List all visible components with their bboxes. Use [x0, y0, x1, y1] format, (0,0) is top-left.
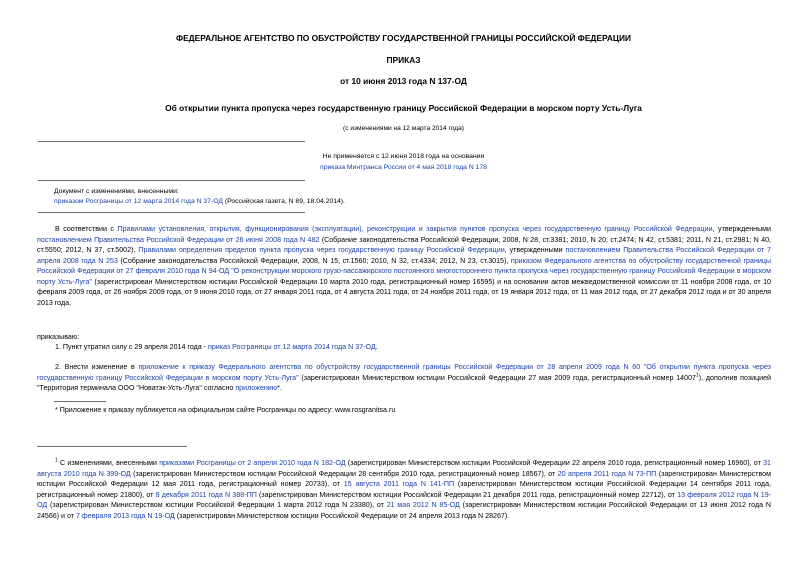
preamble-paragraph: [37, 224, 771, 308]
doc-link[interactable]: 21 мая 2012 N 85-ОД: [386, 501, 460, 509]
item-1-link[interactable]: приказ Росграницы от 12 марта 2014 года N 37-ОД: [208, 343, 376, 351]
text-run: (зарегистрирован Министерством юстиции Российской Федерации от 24 апреля 2013 года N 28267).: [174, 511, 510, 520]
text-run: (Собрание законодательства Российской Федерации, 2008, N 15, ст.1560; 2010, N 32, ст.4334; 2012, N 23, ст.3015),: [117, 256, 511, 265]
doc-link[interactable]: 20 апреля 2011 года N 73-ПП: [557, 469, 657, 478]
footnote-1: [37, 458, 771, 521]
text-run: (зарегистрирован Министерством юстиции Российской Федерации 14 сентября 2011 года, регистрационный номер 21800), от: [37, 480, 771, 499]
text-run: , утвержденными: [712, 225, 772, 233]
doc-link[interactable]: постановлением Правительства Российской Федерации от 7 апреля 2008 года N 253: [37, 246, 772, 265]
changes-label: Документ с изменениями, внесенными:: [54, 188, 179, 195]
status-link[interactable]: приказа Минтранса России от 4 мая 2018 года N 178: [320, 164, 487, 171]
text-run: (зарегистрирован Министерством юстиции Российской Федерации 12 мая 2011 года, регистрационный номер 20733), от: [37, 469, 771, 488]
changes-line: [54, 197, 345, 208]
divider: [38, 180, 305, 181]
changes-tail: (Российская газета, N 89, 18.04.2014).: [222, 198, 345, 205]
doc-link[interactable]: приказами Росграницы от 2 апреля 2010 года N 182-ОД: [159, 459, 346, 467]
text-run: (зарегистрирован Министерством юстиции Российской Федерации 27 мая 2009 года, регистрационный номер 14007: [298, 373, 696, 382]
text-run: В соответствии с: [55, 225, 118, 233]
text-run: (зарегистрирован Министерством юстиции Российской Федерации 28 сентября 2010 года, регистрационный номер 18567), от: [130, 469, 558, 478]
item-1-text: 1. Пункт утратил силу с 29 апреля 2014 года -: [55, 343, 209, 351]
text-run: С изменениями, внесенными: [57, 459, 160, 467]
doc-link[interactable]: Правилами установления, открытия, функционирования (эксплуатации), реконструкции и закрытия пунктов пропуска через государственную границу Российской Федерации: [117, 225, 713, 233]
doc-link[interactable]: приложению: [235, 384, 278, 392]
changes-link[interactable]: приказом Росграницы от 12 марта 2014 года N 37-ОД: [54, 198, 223, 205]
item-2-paragraph: [37, 362, 771, 394]
doc-link[interactable]: приложение к приказу Федерального агентства по обустройству государственной границы Российской Федерации от 28 апреля 2009 года N 60 "Об открытии пункта пропуска через государственную границу Российской Федерации в морском порту Усть-Луга": [37, 363, 771, 382]
doc-link[interactable]: 31 августа 2010 года N 399-ОД: [37, 459, 771, 478]
text-run: 2. Внести изменение в: [55, 363, 139, 371]
text-run: ), дополнив позицией "Территория терминала ООО "Новатэк-Усть-Луга" согласно: [37, 373, 772, 392]
divider: [38, 212, 305, 213]
doc-date: от 10 июня 2013 года N 137-ОД: [340, 76, 467, 86]
doc-link[interactable]: приказом Федерального агентства по обустройству государственной границы Российской Федерации от 27 февраля 2010 года N 94-ОД "О реконструкции морского грузо-пассажирского постоянного многостороннего пункта пропуска через государственную границу Российской Федерации в морском порту Усть-Луга": [37, 256, 771, 286]
text-run: *.: [277, 384, 282, 392]
text-run: , утвержденными: [504, 246, 566, 254]
order-word: приказываю:: [37, 333, 80, 341]
text-run: (зарегистрирован Министерством юстиции Российской Федерации 10 марта 2010 года, регистрационный номер 16595) и на основании актов межведомственной комиссии от 11 ноября 2008 года, от 10 февраля 2009 года, от 26 ноября 2009 года, от 9 июня 2010 года, от 27 января 2011 года, от 4 августа 2011 года, от 24 ноября 2011 года, от 19 января 2012 года, от 11 мая 2012 года, от 27 декабря 2012 года и от 30 апреля 2013 года,: [37, 277, 771, 307]
doc-link[interactable]: 7 февраля 2013 года N 19-ОД: [76, 511, 175, 520]
doc-link[interactable]: 15 августа 2011 года N 141-ПП: [343, 480, 455, 488]
text-run: (зарегистрирован Министерством юстиции Российской Федерации 21 декабря 2011 года, регистрационный номер 22712), от: [256, 490, 678, 499]
item-1: [55, 342, 378, 353]
doc-title: Об открытии пункта пропуска через государственную границу Российской Федерации в морском порту Усть-Луга: [165, 103, 642, 113]
text-run: (зарегистрирован Министерством юстиции Российской Федерации 1 марта 2012 года N 23380), от: [47, 501, 387, 509]
footnote-star: * Приложение к приказу публикуется на официальном сайте Росграницы по адресу: www.rosgranitsa.ru: [55, 406, 396, 414]
text-run: (Собрание законодательства Российской Федерации, 2008, N 28, ст.3381; 2010, N 20, ст.2474; N 42, ст.5381; 2011, N 21, ст.2981; N 40, ст.5550; 2012, N 37, ст.5002),: [37, 235, 771, 254]
agency-heading: ФЕДЕРАЛЬНОЕ АГЕНТСТВО ПО ОБУСТРОЙСТВУ ГОСУДАРСТВЕННОЙ ГРАНИЦЫ РОССИЙСКОЙ ФЕДЕРАЦИИ: [175, 33, 632, 43]
divider: [54, 401, 106, 402]
amendments-note: (с изменениями на 12 марта 2014 года): [343, 125, 464, 132]
item-1-end: .: [375, 343, 378, 351]
footnote-ref: 1: [55, 457, 58, 464]
divider: [37, 446, 187, 447]
text-run: (зарегистрирован Министерством юстиции Российской Федерации 22 апреля 2010 года, регистрационный номер 16960), от: [345, 459, 764, 467]
doc-link[interactable]: Правилами определения пределов пункта пропуска через государственную границу Российской Федерации: [138, 246, 505, 254]
footnote-ref: 1: [695, 372, 699, 379]
divider: [38, 141, 305, 142]
doc-link[interactable]: 13 февраля 2012 года N 19-ОД: [37, 490, 771, 509]
doc-link[interactable]: 8 декабря 2011 года N 388-ПП: [155, 490, 257, 499]
text-run: (зарегистрирован Министерством юстиции Российской Федерации от 13 июня 2012 года N 24566) и от: [37, 501, 771, 520]
status-line: Не применяется с 12 июня 2018 года на основании: [322, 153, 485, 160]
doc-type: ПРИКАЗ: [386, 55, 421, 65]
doc-link[interactable]: постановлением Правительства Российской Федерации от 26 июня 2008 года N 482: [37, 235, 320, 244]
